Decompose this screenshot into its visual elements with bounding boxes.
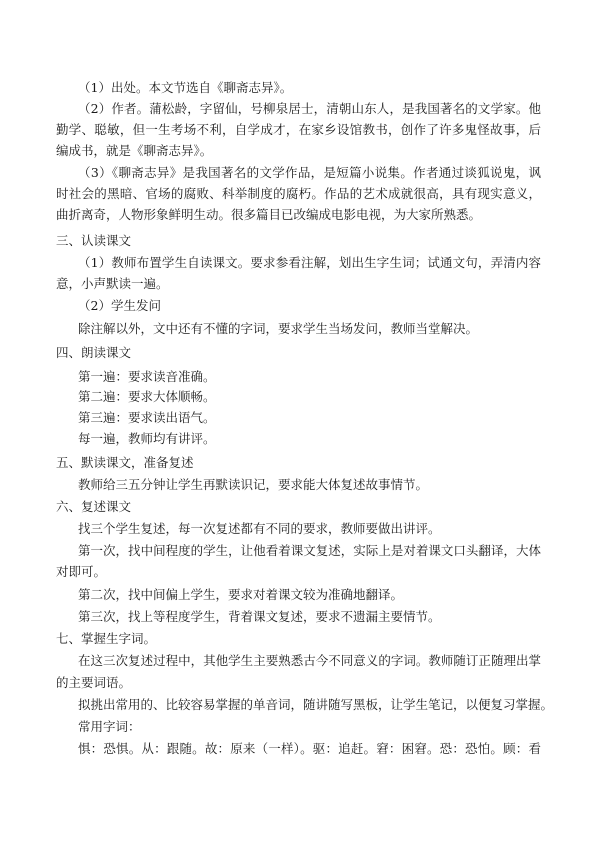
section-heading: 三、认读课文 xyxy=(56,233,132,248)
paragraph-line: 第一次，找中间程度的学生，让他看着课文复述，实际上是对着课文口头翻译，大体 xyxy=(78,543,541,558)
paragraph-line: 在这三次复述过程中，其他学生主要熟悉古今不同意义的字词。教师随订正随理出掌 xyxy=(78,653,541,668)
paragraph-line: 对即可。 xyxy=(56,564,107,579)
paragraph-line: 拟挑出常用的、比较容易掌握的单音词，随讲随写黑板，让学生笔记，以便复习掌握。 xyxy=(78,697,554,712)
paragraph-line: （3）《聊斋志异》是我国著名的文学作品，是短篇小说集。作者通过谈狐说鬼，讽 xyxy=(78,165,541,180)
paragraph-line: 曲折离奇，人物形象鲜明生动。很多篇目已改编成电影电视，为大家所熟悉。 xyxy=(56,207,482,222)
paragraph-line: 每一遍，教师均有讲评。 xyxy=(78,431,216,446)
paragraph-line: （1）出处。本文节选自《聊斋志异》。 xyxy=(78,80,293,95)
paragraph-line: 时社会的黑暗、官场的腐败、科举制度的腐朽。作品的艺术成就很高，具有现实意义， xyxy=(56,186,541,201)
paragraph-line: 惧：恐惧。从：跟随。故：原来（一样）。驱：追赶。窘：困窘。恐：恐怕。顾：看 xyxy=(78,741,541,756)
section-heading: 五、默读课文，准备复述 xyxy=(56,455,194,470)
section-heading: 六、复述课文 xyxy=(56,499,132,514)
paragraph-line: 找三个学生复述，每一次复述都有不同的要求，教师要做出讲评。 xyxy=(78,521,441,536)
paragraph-line: 第三遍：要求读出语气。 xyxy=(78,410,216,425)
paragraph-line: 教师给三五分钟让学生再默读识记，要求能大体复述故事情节。 xyxy=(78,477,429,492)
paragraph-line: 常用字词： xyxy=(78,719,141,734)
paragraph-line: 第一遍：要求读音准确。 xyxy=(78,369,216,384)
section-heading: 七、掌握生字词。 xyxy=(56,631,157,646)
section-heading: 四、朗读课文 xyxy=(56,345,132,360)
paragraph-line: 勤学、聪敏，但一生考场不利，自学成才，在家乡设馆教书，创作了许多鬼怪故事，后 xyxy=(56,122,541,137)
paragraph-line: （2）作者。蒲松龄，字留仙，号柳泉居士，清朝山东人，是我国著名的文学家。他 xyxy=(78,101,541,116)
paragraph-line: 意，小声默读一遍。 xyxy=(56,276,169,291)
paragraph-line: 的主要词语。 xyxy=(56,675,132,690)
paragraph-line: （1）教师布置学生自读课文。要求参看注解，划出生字生词；试通文句，弄清内容 xyxy=(78,255,541,270)
paragraph-line: （2）学生发问 xyxy=(78,298,161,313)
paragraph-line: 除注解以外，文中还有不懂的字词，要求学生当场发问，教师当堂解决。 xyxy=(78,321,479,336)
paragraph-line: 第三次，找上等程度学生，背着课文复述，要求不遗漏主要情节。 xyxy=(78,609,441,624)
paragraph-line: 第二次，找中间偏上学生，要求对着课文较为准确地翻译。 xyxy=(78,587,404,602)
paragraph-line: 编成书，就是《聊斋志异》。 xyxy=(56,143,213,158)
paragraph-line: 第二遍：要求大体顺畅。 xyxy=(78,389,216,404)
